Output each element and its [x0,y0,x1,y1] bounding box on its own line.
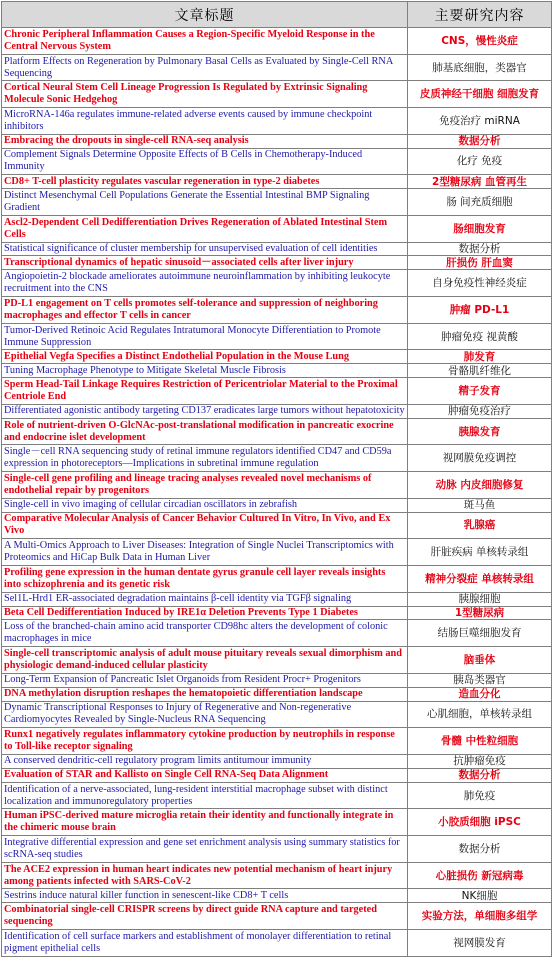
article-title: Tumor-Derived Retinoic Acid Regulates Intratumoral Monocyte Differentiation to Promote Immune Suppression [2,323,408,350]
research-topic: 胰岛类器官 [408,673,552,687]
table-row [2,378,552,405]
research-topic: 精神分裂症 单核转录组 [408,566,552,593]
article-title: Cortical Neural Stem Cell Lineage Progression Is Regulated by Extrinsic Signaling Molecule Sonic Hedgehog [2,81,408,108]
table-row [2,539,552,566]
research-topic: 骨骼肌纤维化 [408,364,552,378]
header-row [2,2,552,28]
article-title: Sestrins induce natural killer function in senescent-like CD8+ T cells [2,889,408,903]
table-row [2,754,552,768]
table-row [2,323,552,350]
research-topic: 视网膜免疫调控 [408,445,552,472]
table-row [2,215,552,242]
research-topic: 肺免疫 [408,782,552,809]
article-title: Statistical significance of cluster membership for unsupervised evaluation of cell identities [2,242,408,256]
article-title: Loss of the branched-chain amino acid transporter CD98hc alters the development of colonic macrophages in mice [2,620,408,647]
article-title: Beta Cell Dedifferentiation Induced by IRE1α Deletion Prevents Type 1 Diabetes [2,606,408,620]
research-topic: 自身免疫性神经炎症 [408,270,552,297]
table-row [2,472,552,499]
article-table [1,1,552,957]
research-topic: 肿瘤 PD-L1 [408,297,552,324]
research-topic: 肿瘤免疫 视黄酸 [408,323,552,350]
article-title: Profiling gene expression in the human dentate gyrus granule cell layer reveals insights into schizophrenia and its genetic risk [2,566,408,593]
table-row [2,28,552,55]
table-body [2,28,552,957]
table-row [2,768,552,782]
table-row [2,134,552,148]
article-title: Single－cell RNA sequencing study of retinal immune regulators identified CD47 and CD59a expression in photoreceptors—Implications in subretinal immune regulation [2,445,408,472]
table-row [2,512,552,539]
article-title: Comparative Molecular Analysis of Cancer Behavior Cultured In Vitro, In Vivo, and Ex Vivo [2,512,408,539]
article-title: Differentiated agonistic antibody targeting CD137 eradicates large tumors without hepatotoxicity [2,404,408,418]
table-row [2,728,552,755]
table-row [2,108,552,135]
research-topic: 小胶质细胞 iPSC [408,809,552,836]
research-topic: 乳腺癌 [408,512,552,539]
table-row [2,930,552,957]
table-row [2,782,552,809]
table-row [2,242,552,256]
table-row [2,836,552,863]
research-topic: 数据分析 [408,836,552,863]
article-title: CD8+ T-cell plasticity regulates vascular regeneration in type-2 diabetes [2,175,408,189]
research-topic: 肺基底细胞，类器官 [408,54,552,81]
research-topic: 斑马鱼 [408,498,552,512]
research-topic: 精子发育 [408,378,552,405]
article-title: A conserved dendritic-cell regulatory program limits antitumour immunity [2,754,408,768]
table-row [2,889,552,903]
article-title: Identification of a nerve-associated, lung-resident interstitial macrophage subset with distinct localization and immunoregulatory properties [2,782,408,809]
research-topic: 胰腺细胞 [408,592,552,606]
research-topic: 化疗 免疫 [408,148,552,175]
research-topic: 胰腺发育 [408,418,552,445]
research-topic: 视网膜发育 [408,930,552,957]
research-topic: 1型糖尿病 [408,606,552,620]
article-title: Chronic Peripheral Inflammation Causes a Region-Specific Myeloid Response in the Central Nervous System [2,28,408,55]
article-title: Angiopoietin-2 blockade ameliorates autoimmune neuroinflammation by inhibiting leukocyte recruitment into the CNS [2,270,408,297]
table-row [2,404,552,418]
research-topic: 2型糖尿病 血管再生 [408,175,552,189]
research-topic: 肺发育 [408,350,552,364]
table-row [2,903,552,930]
article-title: Complement Signals Determine Opposite Effects of B Cells in Chemotherapy-Induced Immunity [2,148,408,175]
article-title: PD-L1 engagement on T cells promotes self-tolerance and suppression of neighboring macrophages and effector T cells in cancer [2,297,408,324]
research-topic: 心肌细胞，单核转录组 [408,701,552,728]
article-title: Ascl2-Dependent Cell Dedifferentiation Drives Regeneration of Ablated Intestinal Stem Cells [2,215,408,242]
table-row [2,54,552,81]
table-row [2,620,552,647]
research-topic: CNS，慢性炎症 [408,28,552,55]
research-topic: 动脉 内皮细胞修复 [408,472,552,499]
research-topic: 结肠巨噬细胞发育 [408,620,552,647]
table-row [2,418,552,445]
table-row [2,81,552,108]
article-title: The ACE2 expression in human heart indicates new potential mechanism of heart injury among patients infected with SARS-CoV-2 [2,862,408,889]
header-topic-col: 主要研究内容 [408,2,552,28]
table-row [2,498,552,512]
table-row [2,606,552,620]
table-row [2,364,552,378]
research-topic: 数据分析 [408,768,552,782]
article-title: Transcriptional dynamics of hepatic sinusoid－associated cells after liver injury [2,256,408,270]
article-title: Evaluation of STAR and Kallisto on Single Cell RNA-Seq Data Alignment [2,768,408,782]
research-topic: 骨髓 中性粒细胞 [408,728,552,755]
research-topic: 肿瘤免疫治疗 [408,404,552,418]
article-title: DNA methylation disruption reshapes the hematopoietic differentiation landscape [2,687,408,701]
article-title: Human iPSC-derived mature microglia retain their identity and functionally integrate in the chimeric mouse brain [2,809,408,836]
research-topic: NK细胞 [408,889,552,903]
research-topic: 数据分析 [408,242,552,256]
article-title: Dynamic Transcriptional Responses to Injury of Regenerative and Non-regenerative Cardiomyocytes Revealed by Single-Nucleus RNA Sequencing [2,701,408,728]
table-row [2,809,552,836]
table-row [2,566,552,593]
research-topic: 脑垂体 [408,647,552,674]
research-topic: 心脏损伤 新冠病毒 [408,862,552,889]
article-title: Epithelial Vegfa Specifies a Distinct Endothelial Population in the Mouse Lung [2,350,408,364]
research-topic: 造血分化 [408,687,552,701]
article-title: Tuning Macrophage Phenotype to Mitigate Skeletal Muscle Fibrosis [2,364,408,378]
research-topic: 抗肿瘤免疫 [408,754,552,768]
table-row [2,687,552,701]
table-row [2,350,552,364]
research-topic: 肝损伤 肝血窦 [408,256,552,270]
table-row [2,862,552,889]
article-title: MicroRNA-146a regulates immune-related adverse events caused by immune checkpoint inhibitors [2,108,408,135]
research-topic: 皮质神经干细胞 细胞发育 [408,81,552,108]
table-row [2,175,552,189]
table-row [2,148,552,175]
table-row [2,189,552,216]
article-title: Runx1 negatively regulates inflammatory cytokine production by neutrophils in response to Toll-like receptor signaling [2,728,408,755]
research-topic: 数据分析 [408,134,552,148]
article-title: Embracing the dropouts in single-cell RNA-seq analysis [2,134,408,148]
research-topic: 免疫治疗 miRNA [408,108,552,135]
table-row [2,297,552,324]
article-title: A Multi-Omics Approach to Liver Diseases: Integration of Single Nuclei Transcriptomics with Proteomics and HiCap Bulk Data in Human Liver [2,539,408,566]
article-title: Distinct Mesenchymal Cell Populations Generate the Essential Intestinal BMP Signaling Gradient [2,189,408,216]
article-title: Single-cell in vivo imaging of cellular circadian oscillators in zebrafish [2,498,408,512]
article-title: Identification of cell surface markers and establishment of monolayer differentiation to retinal pigment epithelial cells [2,930,408,957]
research-topic: 肠细胞发育 [408,215,552,242]
table-row [2,592,552,606]
header-title-col: 文章标题 [2,2,408,28]
table-row [2,445,552,472]
article-title: Role of nutrient-driven O-GlcNAc-post-translational modification in pancreatic exocrine and endocrine islet development [2,418,408,445]
table-row [2,270,552,297]
table-row [2,256,552,270]
article-title: Single-cell gene profiling and lineage tracing analyses revealed novel mechanisms of endothelial repair by progenitors [2,472,408,499]
article-title: Integrative differential expression and gene set enrichment analysis using summary statistics for scRNA-seq studies [2,836,408,863]
article-title: Long-Term Expansion of Pancreatic Islet Organoids from Resident Procr+ Progenitors [2,673,408,687]
table-row [2,647,552,674]
research-topic: 肝脏疾病 单核转录组 [408,539,552,566]
article-title: Combinatorial single-cell CRISPR screens by direct guide RNA capture and targeted sequencing [2,903,408,930]
article-title: Single-cell transcriptomic analysis of adult mouse pituitary reveals sexual dimorphism and physiologic demand-induced cellular plasticity [2,647,408,674]
article-title: Sel1L-Hrd1 ER-associated degradation maintains β-cell identity via TGFβ signaling [2,592,408,606]
article-title: Sperm Head-Tail Linkage Requires Restriction of Pericentriolar Material to the Proximal Centriole End [2,378,408,405]
research-topic: 实验方法，单细胞多组学 [408,903,552,930]
article-title: Platform Effects on Regeneration by Pulmonary Basal Cells as Evaluated by Single-Cell RNA Sequencing [2,54,408,81]
table-row [2,673,552,687]
research-topic: 肠 间充质细胞 [408,189,552,216]
table-row [2,701,552,728]
